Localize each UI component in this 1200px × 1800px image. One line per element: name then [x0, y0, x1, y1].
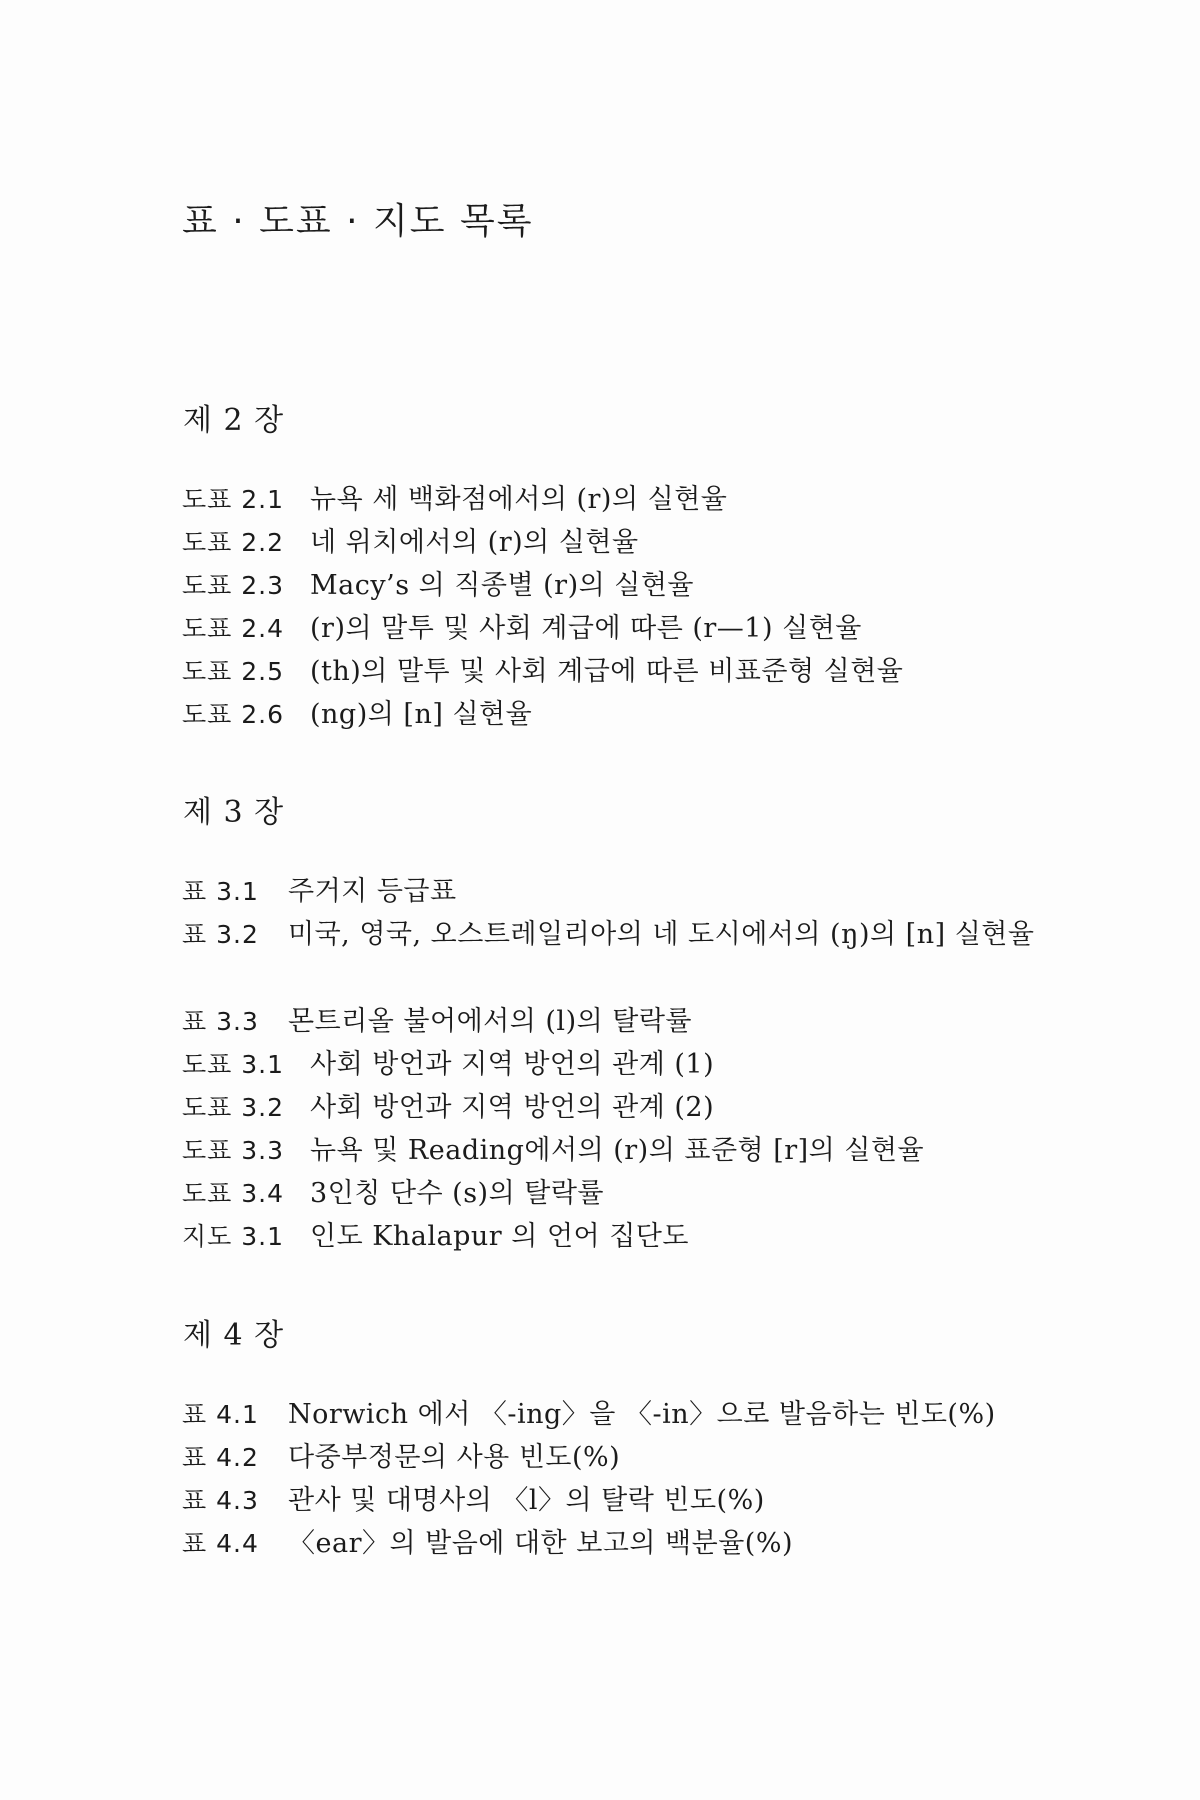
list-item — [182, 607, 1082, 651]
entry-text: (r)의 말투 및 사회 계급에 따른 (r—1) 실현율 — [310, 613, 862, 644]
entry-label: 표 3.1 — [182, 877, 259, 906]
entry-text: 뉴욕 세 백화점에서의 (r)의 실현율 — [310, 484, 728, 515]
chapter-heading: 제 3 장 — [183, 795, 285, 830]
entry-label: 도표 2.5 — [182, 657, 285, 686]
entry-label: 도표 2.3 — [182, 571, 285, 600]
entry-label: 도표 2.6 — [182, 700, 285, 729]
entry-label: 도표 2.2 — [182, 528, 285, 557]
list-item — [182, 1436, 1082, 1480]
list-item — [182, 1086, 1082, 1130]
entry-label: 도표 3.2 — [182, 1093, 285, 1122]
entry-text: (ng)의 [n] 실현율 — [310, 699, 533, 730]
chapter-heading: 제 2 장 — [183, 403, 285, 438]
entry-text: 사회 방언과 지역 방언의 관계 (1) — [310, 1049, 715, 1080]
entry-text: 다중부정문의 사용 빈도(%) — [288, 1442, 621, 1473]
list-item — [182, 1522, 1082, 1566]
entry-label: 표 4.2 — [182, 1443, 259, 1472]
chapter-heading: 제 4 장 — [183, 1318, 285, 1353]
entry-text: 몬트리올 불어에서의 (l)의 탈락률 — [288, 1006, 693, 1037]
entry-text: 〈ear〉의 발음에 대한 보고의 백분율(%) — [288, 1528, 794, 1559]
entry-text: 뉴욕 및 Reading에서의 (r)의 표준형 [r]의 실현율 — [310, 1135, 925, 1166]
list-item — [182, 564, 1082, 608]
entry-text: 사회 방언과 지역 방언의 관계 (2) — [310, 1092, 715, 1123]
entry-text: (th)의 말투 및 사회 계급에 따른 비표준형 실현율 — [310, 656, 904, 687]
entry-text: Macy’s 의 직종별 (r)의 실현율 — [310, 570, 695, 601]
entry-label: 표 3.2 — [182, 920, 259, 949]
entry-label: 표 4.4 — [182, 1529, 259, 1558]
list-item — [182, 1393, 1082, 1437]
list-item — [182, 913, 1082, 957]
entry-label: 표 4.3 — [182, 1486, 259, 1515]
entry-label: 도표 2.1 — [182, 485, 285, 514]
list-item — [182, 1172, 1082, 1216]
entry-text: Norwich 에서 〈-ing〉을 〈-in〉으로 발음하는 빈도(%) — [288, 1399, 996, 1430]
entry-label: 지도 3.1 — [182, 1222, 285, 1251]
list-item — [182, 1479, 1082, 1523]
list-item — [182, 650, 1082, 694]
list-item — [182, 1215, 1082, 1259]
entry-text: 관사 및 대명사의 〈l〉의 탈락 빈도(%) — [288, 1485, 765, 1516]
entry-text: 네 위치에서의 (r)의 실현율 — [310, 527, 639, 558]
list-item — [182, 1000, 1082, 1044]
entry-label: 표 3.3 — [182, 1007, 259, 1036]
entry-label: 도표 3.3 — [182, 1136, 285, 1165]
list-item — [182, 521, 1082, 565]
list-item — [182, 693, 1082, 737]
entry-label: 도표 2.4 — [182, 614, 285, 643]
entry-label: 도표 3.1 — [182, 1050, 285, 1079]
list-item — [182, 1129, 1082, 1173]
entry-text: 3인칭 단수 (s)의 탈락률 — [310, 1178, 605, 1209]
entry-text: 주거지 등급표 — [288, 876, 457, 907]
entry-text: 미국, 영국, 오스트레일리아의 네 도시에서의 (ŋ)의 [n] 실현율 — [288, 919, 1035, 950]
entry-text: 인도 Khalapur 의 언어 집단도 — [310, 1221, 689, 1252]
list-item — [182, 478, 1082, 522]
entry-label: 표 4.1 — [182, 1400, 259, 1429]
list-item — [182, 1043, 1082, 1087]
page-title: 표 · 도표 · 지도 목록 — [182, 201, 534, 242]
list-item — [182, 870, 1082, 914]
entry-label: 도표 3.4 — [182, 1179, 285, 1208]
